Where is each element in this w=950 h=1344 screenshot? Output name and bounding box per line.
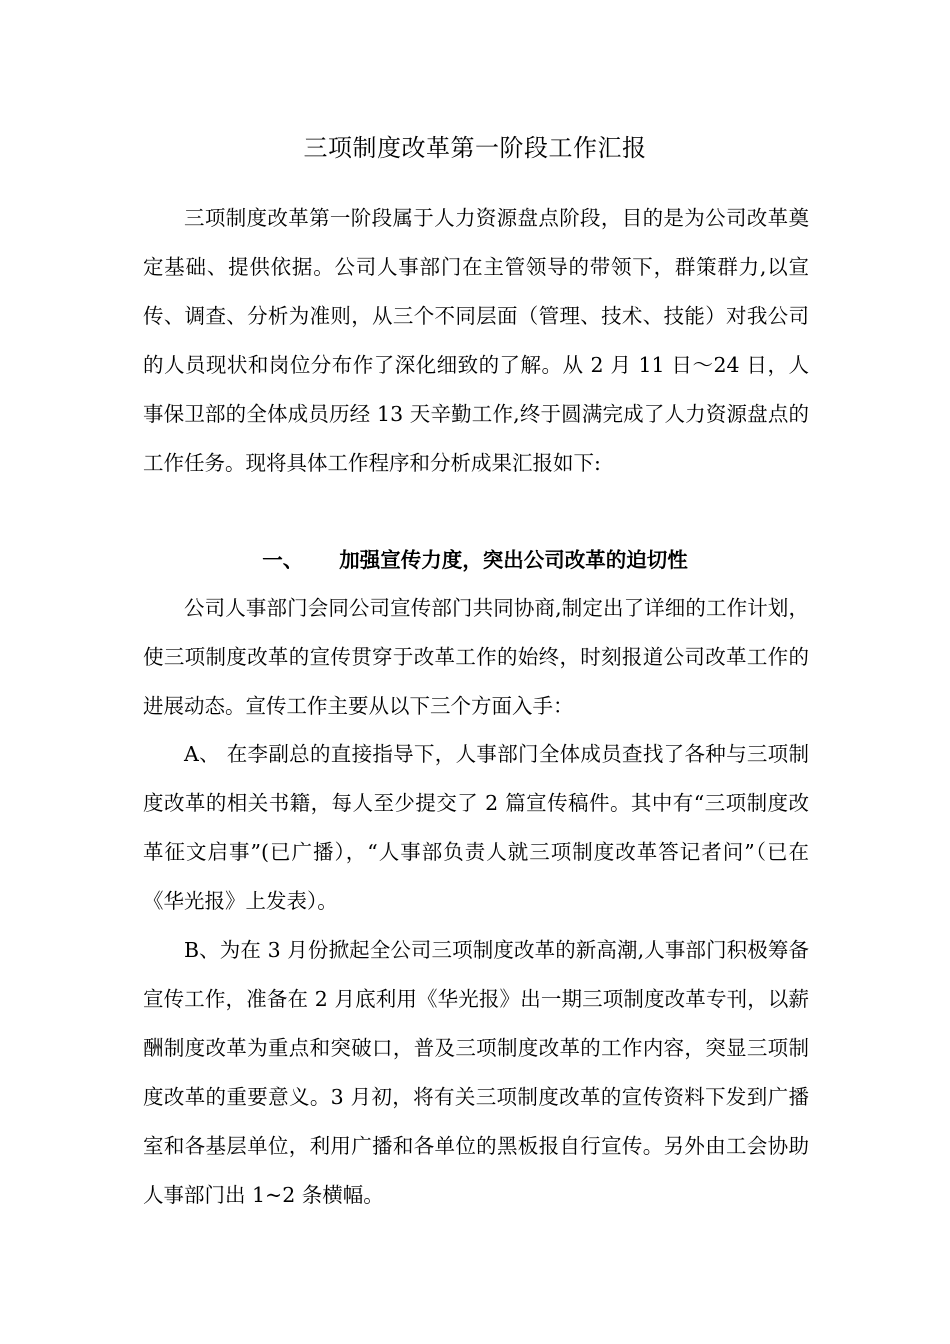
section-title: 加强宣传力度，突出公司改革的迫切性	[339, 548, 688, 572]
intro-paragraph: 三项制度改革第一阶段属于人力资源盘点阶段，目的是为公司改革奠定基础、提供依据。公司人事部门在主管领导的带领下，群策群力,以宣传、调查、分析为准则，从三个不同层面（管理、技术、技能）对我公司的人员现状和岗位分布作了深化细致的了解。从 2 月 11 日～24 日，人事保卫部的全体成员历经 13 天辛勤工作,终于圆满完成了人力资源盘点的工作任务。现将具体工作程序和分析成果汇报如下:	[143, 206, 809, 475]
item-a-paragraph: A、 在李副总的直接指导下，人事部门全体成员查找了各种与三项制度改革的相关书籍，每人至少提交了 2 篇宣传稿件。其中有“三项制度改革征文启事”(已广播），“人事部负责人就三项制度改革答记者问”（已在《华光报》上发表）。	[143, 742, 809, 913]
section-number: 一、	[262, 548, 304, 572]
item-b-paragraph: B、为在 3 月份掀起全公司三项制度改革的新高潮,人事部门积极筹备宣传工作，准备在 2 月底利用《华光报》出一期三项制度改革专刊，以薪酬制度改革为重点和突破口，普及三项制度改革的工作内容，突显三项制度改革的重要意义。3 月初，将有关三项制度改革的宣传资料下发到广播室和各基层单位，利用广播和各单位的黑板报自行宣传。另外由工会协助人事部门出 1~2 条横幅。	[143, 938, 809, 1207]
document-title: 三项制度改革第一阶段工作汇报	[303, 134, 647, 162]
section-paragraph: 公司人事部门会同公司宣传部门共同协商,制定出了详细的工作计划，使三项制度改革的宣传贯穿于改革工作的始终，时刻报道公司改革工作的进展动态。宣传工作主要从以下三个方面入手：	[143, 596, 809, 718]
section-heading	[0, 538, 950, 582]
